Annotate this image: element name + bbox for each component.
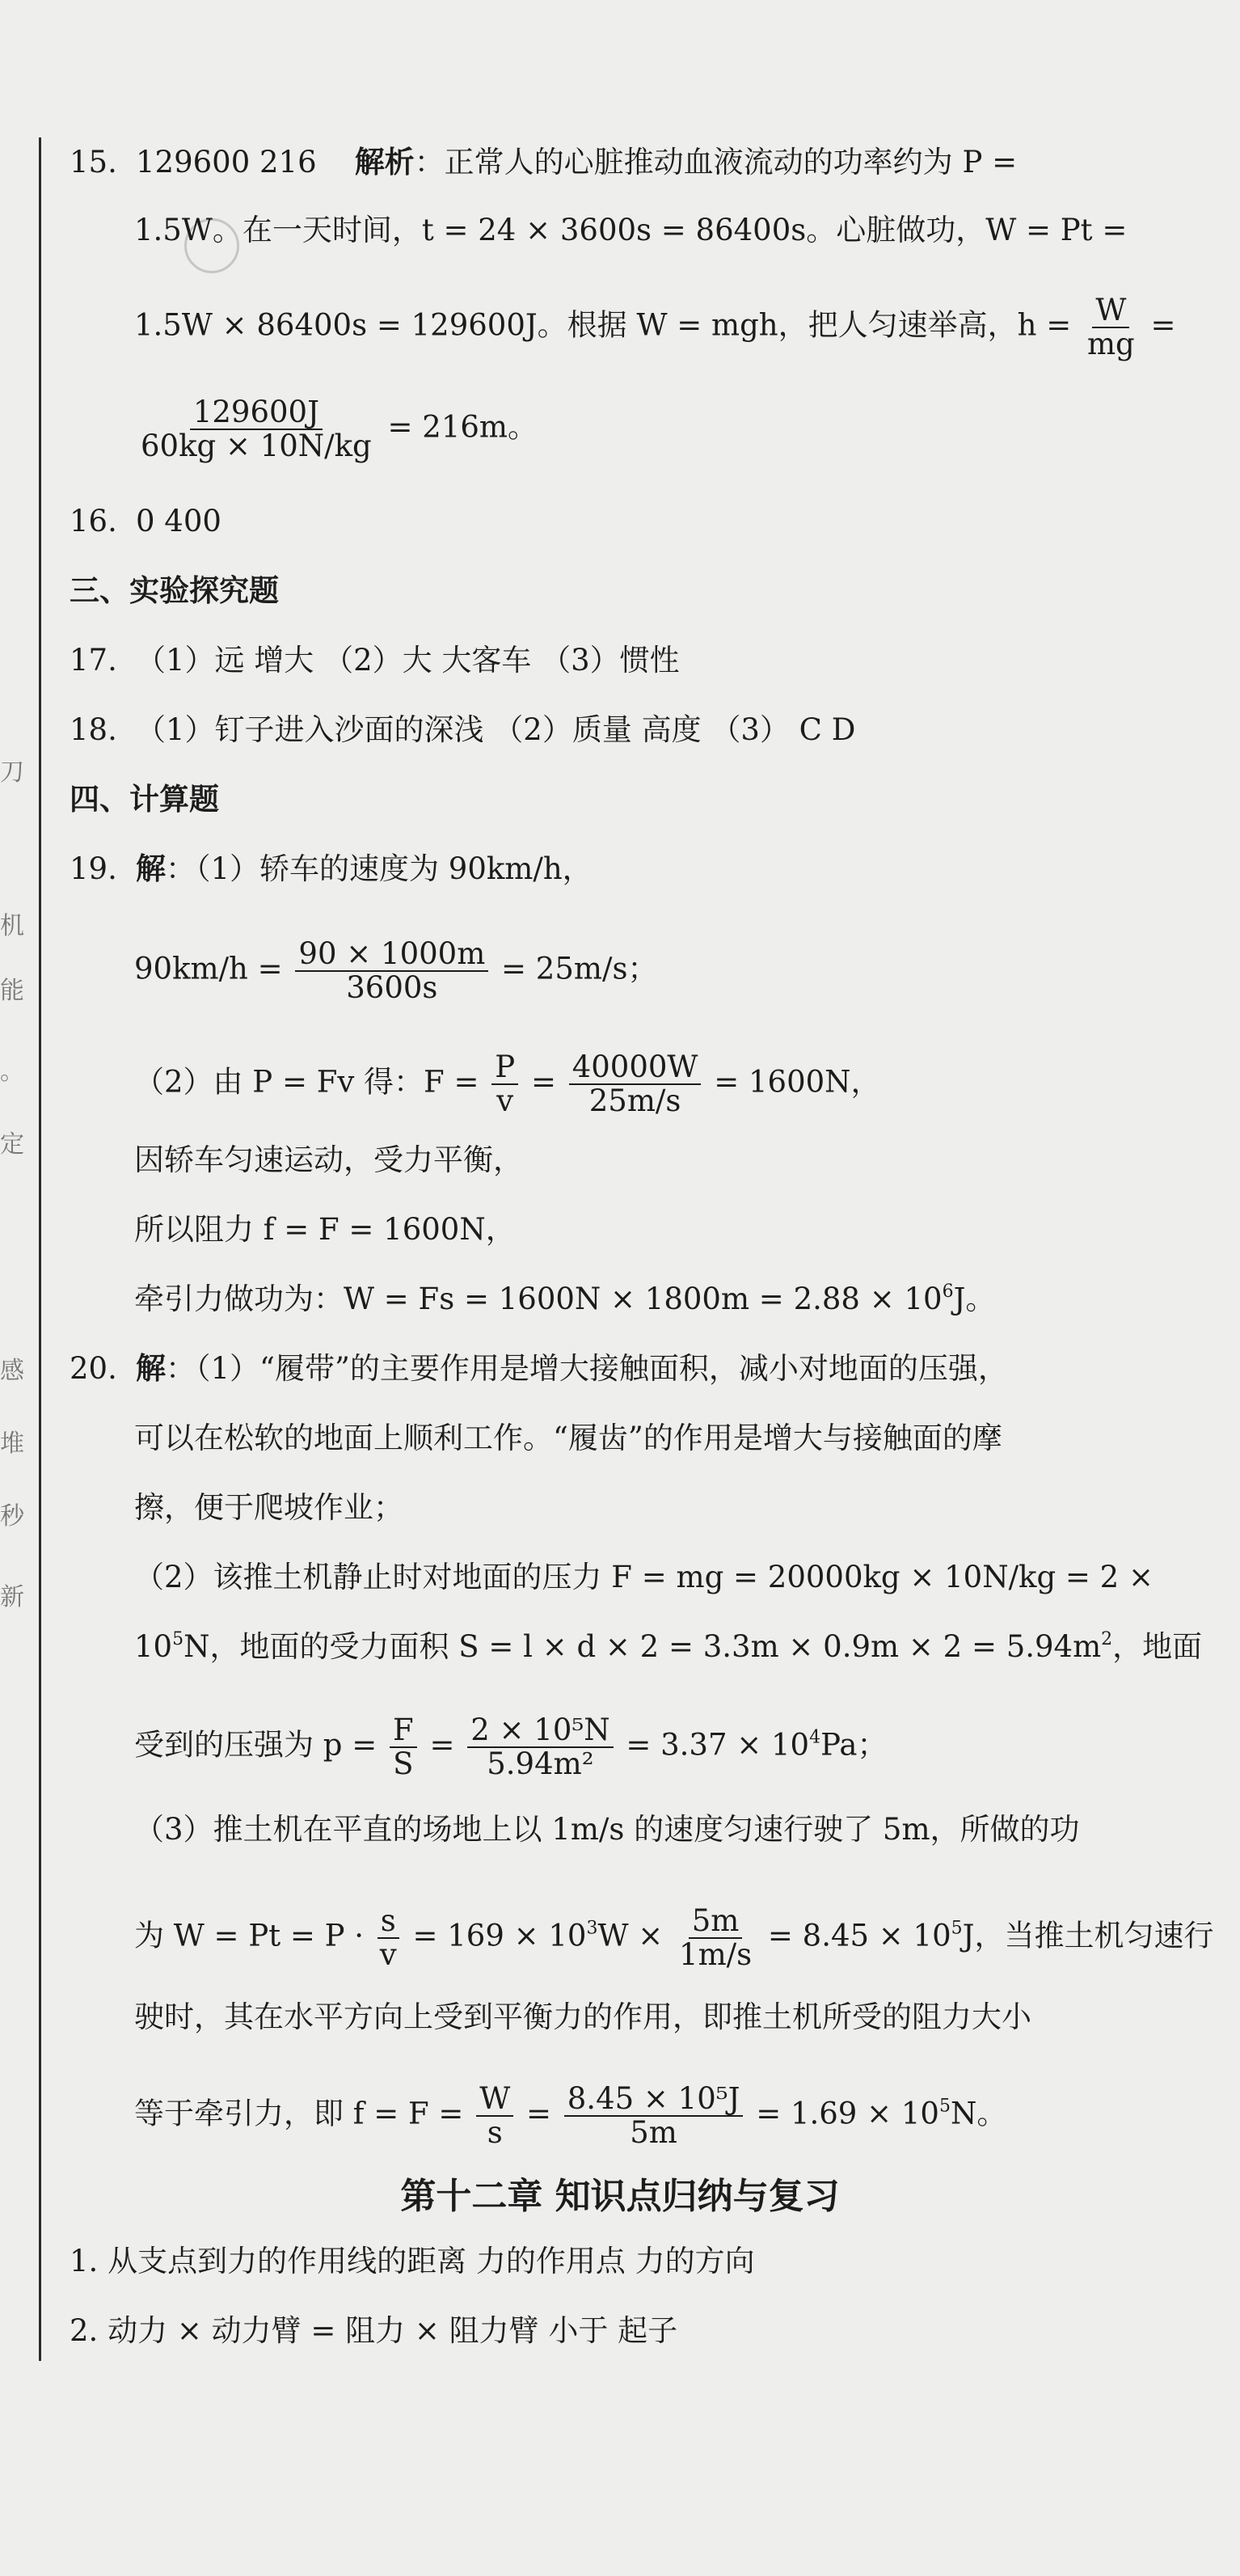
- solution-tag: 解: [136, 1351, 166, 1386]
- q18-line: [70, 712, 855, 749]
- chapter-title: 第十二章 知识点归纳与复习: [400, 2176, 840, 2217]
- q18-answer: （1）钉子进入沙面的深浅 （2）质量 高度 （3） C D: [136, 712, 856, 747]
- numerator: 90 × 1000m: [295, 938, 488, 972]
- q20-text: 为 W = Pt = P ·: [134, 1918, 365, 1953]
- equals: =: [1150, 307, 1176, 343]
- q20-text: ，地面: [1112, 1629, 1203, 1664]
- section-4-heading: 四、计算题: [70, 782, 219, 817]
- q19-line-5: 所以阻力 f = F = 1600N，: [134, 1212, 516, 1247]
- q20-line-7: （3）推土机在平直的场地上以 1m/s 的速度匀速行驶了 5m，所做的功: [134, 1812, 1080, 1847]
- q20-line-9: 驶时，其在水平方向上受到平衡力的作用，即推土机所受的阻力大小: [134, 2000, 1031, 2034]
- q20-line-1: [70, 1350, 1008, 1387]
- fraction: [564, 2083, 744, 2149]
- item-number: 2.: [70, 2313, 99, 2348]
- q20-text: 受到的压强为 p =: [134, 1727, 377, 1763]
- exponent: 3: [586, 1918, 598, 1939]
- question-number: 17.: [70, 643, 117, 678]
- q20-text: J，当推土机匀速行: [962, 1918, 1214, 1953]
- equals: =: [530, 1064, 556, 1100]
- exponent: 5: [951, 1918, 963, 1939]
- section-3-heading: 三、实验探究题: [70, 573, 279, 608]
- fraction: [491, 1051, 518, 1117]
- equals: =: [429, 1727, 455, 1763]
- q19-text: ：（1）轿车的速度为 90km/h，: [166, 851, 593, 886]
- margin-rule: [39, 137, 41, 2361]
- numerator: 40000W: [569, 1051, 702, 1085]
- fraction: [377, 1905, 400, 1971]
- numerator: 5m: [689, 1905, 743, 1939]
- q20-line-10: [134, 2083, 1006, 2149]
- item-text: 从支点到力的作用线的距离 力的作用点 力的方向: [108, 2244, 755, 2278]
- numerator: W: [1092, 294, 1129, 328]
- denominator: mg: [1086, 327, 1135, 361]
- denominator: v: [379, 1937, 397, 1972]
- q20-text: 等于牵引力，即 f = F =: [134, 2096, 464, 2131]
- denominator: v: [496, 1083, 514, 1118]
- margin-fragment: 刀: [0, 758, 24, 787]
- q20-text: = 1.69 × 10: [756, 2096, 939, 2131]
- q19-line-6: [134, 1281, 995, 1318]
- numerator: W: [476, 2083, 513, 2117]
- margin-fragment: 新: [0, 1583, 24, 1611]
- q16-line: [70, 503, 221, 540]
- question-number: 16.: [70, 504, 117, 538]
- q20-text: N。: [950, 2096, 1007, 2131]
- fraction: [390, 1714, 417, 1780]
- margin-fragment: 。: [0, 1058, 24, 1086]
- q20-text: 10: [134, 1629, 173, 1664]
- equals: =: [525, 2096, 551, 2131]
- q19-text: = 25m/s；: [501, 951, 658, 986]
- q20-text: = 8.45 × 10: [767, 1918, 951, 1953]
- q19-line-3: [134, 1051, 881, 1117]
- q20-line-3: 擦，便于爬坡作业；: [134, 1490, 403, 1525]
- denominator: S: [393, 1746, 414, 1781]
- numerator: 2 × 10⁵N: [467, 1714, 613, 1748]
- q15-line-2: 1.5W。在一天时间，t = 24 × 3600s = 86400s。心脏做功，W = Pt =: [134, 213, 1128, 247]
- q20-text: ：（1）“履带”的主要作用是增大接触面积，减小对地面的压强，: [166, 1351, 1008, 1386]
- question-number: 19.: [70, 851, 117, 886]
- margin-fragment: 堆: [0, 1429, 24, 1458]
- q19-text: 牵引力做功为：W = Fs = 1600N × 1800m = 2.88 × 10: [134, 1282, 943, 1316]
- chapter-item-2: [70, 2312, 677, 2350]
- q20-line-6: [134, 1714, 887, 1780]
- q20-line-5: [134, 1628, 1202, 1666]
- margin-fragment: 秒: [0, 1502, 24, 1531]
- numerator: F: [390, 1714, 417, 1748]
- exponent: 2: [1101, 1629, 1113, 1649]
- margin-fragment: 定: [0, 1130, 24, 1159]
- q19-line-2: [134, 938, 657, 1004]
- numerator: P: [491, 1051, 518, 1085]
- q20-line-4: （2）该推土机静止时对地面的压力 F = mg = 20000kg × 10N/kg = 2 ×: [134, 1560, 1154, 1594]
- denominator: 5.94m²: [487, 1746, 594, 1781]
- q20-line-2: 可以在松软的地面上顺利工作。“履齿”的作用是增大与接触面的摩: [134, 1421, 1002, 1455]
- q17-line: [70, 642, 680, 679]
- margin-fragment: 机: [0, 912, 24, 940]
- denominator: 1m/s: [679, 1937, 753, 1972]
- denominator: s: [487, 2115, 503, 2150]
- margin-fragment: 能: [0, 977, 24, 1005]
- solution-tag: 解: [136, 851, 166, 886]
- analysis-tag: 解析: [354, 145, 415, 179]
- denominator: 25m/s: [588, 1083, 681, 1118]
- numerator: 129600J: [190, 396, 323, 430]
- question-number: 15.: [70, 145, 117, 179]
- q19-text: （2）由 P = Fv 得：F =: [134, 1064, 479, 1100]
- margin-fragment: 感: [0, 1357, 24, 1385]
- denominator: 3600s: [346, 970, 438, 1005]
- exponent: 5: [172, 1629, 184, 1649]
- q20-text: N，地面的受力面积 S = l × d × 2 = 3.3m × 0.9m × 2 = 5.94m: [183, 1629, 1102, 1664]
- q17-answer: （1）远 增大 （2）大 大客车 （3）惯性: [136, 643, 680, 678]
- q19-line-1: [70, 851, 593, 888]
- fraction: [137, 396, 375, 462]
- item-number: 1.: [70, 2244, 99, 2278]
- exponent: 5: [938, 2096, 951, 2117]
- q16-answer: 0 400: [136, 504, 221, 538]
- q20-text: = 3.37 × 10: [626, 1727, 810, 1763]
- q15-line-3: [134, 294, 1176, 361]
- q15-line-4: [134, 396, 538, 462]
- q19-line-4: 因轿车匀速运动，受力平衡，: [134, 1142, 523, 1177]
- q19-text: = 1600N，: [714, 1064, 881, 1100]
- fraction: [569, 1051, 702, 1117]
- q15-result: = 216m。: [387, 409, 538, 445]
- fraction: [476, 2083, 513, 2149]
- numerator: 8.45 × 10⁵J: [564, 2083, 744, 2117]
- numerator: s: [377, 1905, 399, 1939]
- exponent: 4: [809, 1727, 821, 1748]
- denominator: 60kg × 10N/kg: [141, 429, 372, 463]
- denominator: 5m: [630, 2115, 677, 2150]
- q20-line-8: [134, 1905, 1214, 1971]
- fraction: [1084, 294, 1138, 361]
- q20-text: = 169 × 10: [412, 1918, 587, 1953]
- fraction: [676, 1905, 755, 1971]
- chapter-item-1: [70, 2243, 755, 2280]
- fraction: [467, 1714, 613, 1780]
- item-text: 动力 × 动力臂 = 阻力 × 阻力臂 小于 起子: [108, 2313, 678, 2348]
- fraction: [295, 938, 488, 1004]
- exponent: 6: [942, 1282, 954, 1302]
- q15-line-1: [70, 144, 1017, 181]
- q20-text: W ×: [597, 1918, 664, 1953]
- q15-text: ：正常人的心脏推动血液流动的功率约为 P =: [414, 145, 1018, 179]
- q20-text: Pa；: [820, 1727, 888, 1763]
- q19-text: 90km/h =: [134, 951, 283, 986]
- question-number: 20.: [70, 1351, 117, 1386]
- q19-text: J。: [953, 1282, 996, 1316]
- q15-text: 1.5W × 86400s = 129600J。根据 W = mgh，把人匀速举高，h =: [134, 307, 1072, 343]
- question-number: 18.: [70, 712, 117, 747]
- q15-answers: 129600 216: [136, 145, 317, 179]
